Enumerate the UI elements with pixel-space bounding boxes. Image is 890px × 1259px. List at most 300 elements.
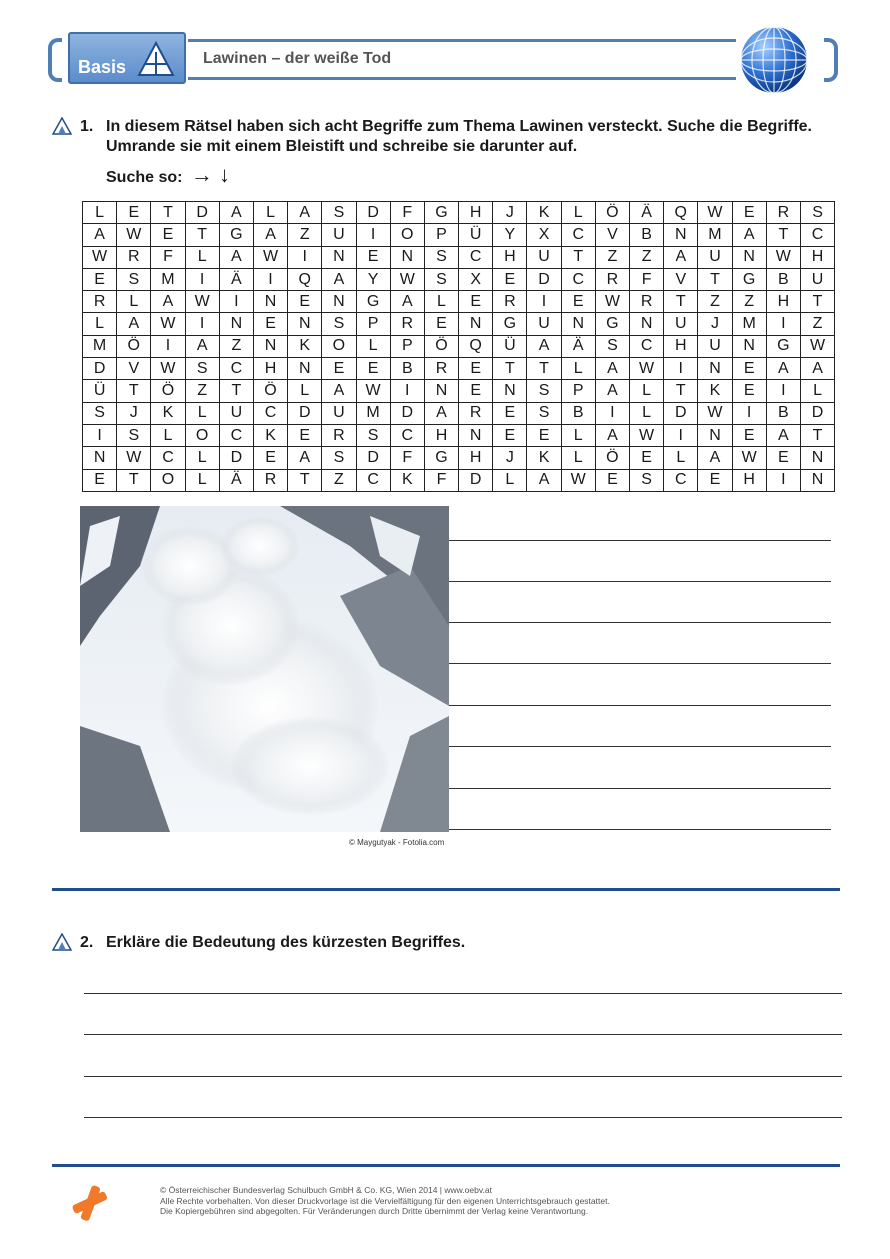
grid-cell[interactable]: Q xyxy=(664,202,698,224)
grid-cell[interactable]: T xyxy=(664,291,698,313)
grid-cell[interactable]: I xyxy=(83,424,117,446)
grid-cell[interactable]: F xyxy=(390,447,424,469)
footer-line: Die Kopiergebühren sind abgegolten. Für Veränderungen durch Dritte übernimmt der Verlag keine Verantwortung. xyxy=(160,1206,589,1216)
grid-cell[interactable]: S xyxy=(356,424,390,446)
grid-cell[interactable]: N xyxy=(322,291,356,313)
grid-cell[interactable]: Z xyxy=(219,335,253,357)
grid-cell[interactable]: Q xyxy=(288,268,322,290)
grid-cell[interactable]: W xyxy=(185,291,219,313)
grid-cell[interactable]: V xyxy=(664,268,698,290)
grid-cell[interactable]: I xyxy=(253,268,287,290)
grid-cell[interactable]: U xyxy=(219,402,253,424)
grid-cell[interactable]: A xyxy=(83,224,117,246)
grid-cell[interactable]: U xyxy=(322,402,356,424)
grid-cell[interactable]: P xyxy=(561,380,595,402)
grid-cell[interactable]: B xyxy=(390,358,424,380)
grid-cell[interactable]: Z xyxy=(732,291,766,313)
grid-cell[interactable]: N xyxy=(390,246,424,268)
grid-cell[interactable]: J xyxy=(117,402,151,424)
answer-line[interactable] xyxy=(84,1034,842,1035)
grid-cell[interactable]: A xyxy=(288,447,322,469)
grid-cell[interactable]: N xyxy=(800,447,834,469)
grid-cell[interactable]: G xyxy=(766,335,800,357)
answer-line[interactable] xyxy=(449,622,831,623)
grid-cell[interactable]: T xyxy=(219,380,253,402)
grid-cell[interactable]: D xyxy=(800,402,834,424)
grid-cell[interactable]: I xyxy=(595,402,629,424)
grid-cell[interactable]: V xyxy=(117,358,151,380)
grid-cell[interactable]: S xyxy=(83,402,117,424)
grid-cell[interactable]: W xyxy=(595,291,629,313)
grid-cell[interactable]: W xyxy=(800,335,834,357)
grid-cell[interactable]: S xyxy=(117,268,151,290)
grid-cell[interactable]: M xyxy=(732,313,766,335)
grid-cell[interactable]: E xyxy=(630,447,664,469)
grid-cell[interactable]: E xyxy=(459,380,493,402)
grid-cell[interactable]: R xyxy=(117,246,151,268)
grid-cell[interactable]: V xyxy=(595,224,629,246)
grid-cell[interactable]: F xyxy=(630,268,664,290)
grid-cell[interactable]: A xyxy=(288,202,322,224)
grid-cell[interactable]: R xyxy=(390,313,424,335)
grid-cell[interactable]: Ä xyxy=(219,469,253,491)
grid-cell[interactable]: W xyxy=(151,358,185,380)
grid-cell[interactable]: O xyxy=(390,224,424,246)
grid-cell[interactable]: S xyxy=(527,380,561,402)
grid-cell[interactable]: D xyxy=(356,202,390,224)
grid-cell[interactable]: D xyxy=(664,402,698,424)
grid-cell[interactable]: N xyxy=(219,313,253,335)
grid-cell[interactable]: S xyxy=(424,268,458,290)
grid-cell[interactable]: Y xyxy=(493,224,527,246)
grid-cell[interactable]: R xyxy=(595,268,629,290)
grid-cell[interactable]: A xyxy=(322,380,356,402)
grid-cell[interactable]: T xyxy=(151,202,185,224)
grid-cell[interactable]: W xyxy=(698,402,732,424)
grid-cell[interactable]: P xyxy=(390,335,424,357)
grid-cell[interactable]: A xyxy=(527,469,561,491)
grid-cell[interactable]: G xyxy=(732,268,766,290)
grid-cell[interactable]: K xyxy=(527,447,561,469)
grid-cell[interactable]: E xyxy=(459,291,493,313)
grid-cell[interactable]: L xyxy=(185,469,219,491)
grid-cell[interactable]: A xyxy=(219,202,253,224)
grid-cell[interactable]: Z xyxy=(322,469,356,491)
grid-cell[interactable]: N xyxy=(800,469,834,491)
grid-cell[interactable]: O xyxy=(185,424,219,446)
grid-cell[interactable]: D xyxy=(527,268,561,290)
grid-cell[interactable]: I xyxy=(356,224,390,246)
grid-cell[interactable]: Z xyxy=(630,246,664,268)
grid-cell[interactable]: R xyxy=(459,402,493,424)
grid-cell[interactable]: A xyxy=(766,424,800,446)
grid-cell[interactable]: U xyxy=(800,268,834,290)
grid-cell[interactable]: L xyxy=(117,291,151,313)
grid-cell[interactable]: R xyxy=(766,202,800,224)
grid-cell[interactable]: T xyxy=(185,224,219,246)
grid-cell[interactable]: P xyxy=(356,313,390,335)
grid-cell[interactable]: T xyxy=(117,469,151,491)
grid-cell[interactable]: I xyxy=(766,469,800,491)
grid-cell[interactable]: G xyxy=(424,202,458,224)
grid-cell[interactable]: U xyxy=(322,224,356,246)
grid-cell[interactable]: Ö xyxy=(151,380,185,402)
grid-cell[interactable]: A xyxy=(595,424,629,446)
grid-cell[interactable]: E xyxy=(253,313,287,335)
grid-cell[interactable]: E xyxy=(83,469,117,491)
answer-line[interactable] xyxy=(449,829,831,830)
grid-cell[interactable]: I xyxy=(288,246,322,268)
grid-cell[interactable]: A xyxy=(151,291,185,313)
grid-cell[interactable]: A xyxy=(732,224,766,246)
grid-cell[interactable]: Z xyxy=(800,313,834,335)
grid-cell[interactable]: Q xyxy=(459,335,493,357)
grid-cell[interactable]: S xyxy=(630,469,664,491)
grid-cell[interactable]: E xyxy=(732,424,766,446)
grid-cell[interactable]: D xyxy=(219,447,253,469)
grid-cell[interactable]: R xyxy=(322,424,356,446)
grid-cell[interactable]: L xyxy=(185,246,219,268)
grid-cell[interactable]: L xyxy=(664,447,698,469)
grid-cell[interactable]: H xyxy=(732,469,766,491)
grid-cell[interactable]: I xyxy=(185,313,219,335)
grid-cell[interactable]: T xyxy=(493,358,527,380)
grid-cell[interactable]: U xyxy=(527,313,561,335)
grid-cell[interactable]: Ö xyxy=(595,447,629,469)
footer-divider xyxy=(52,1164,840,1167)
grid-cell[interactable]: M xyxy=(83,335,117,357)
grid-cell[interactable]: Ö xyxy=(595,202,629,224)
grid-cell[interactable]: B xyxy=(561,402,595,424)
grid-cell[interactable]: W xyxy=(630,358,664,380)
grid-cell[interactable]: I xyxy=(664,358,698,380)
grid-cell[interactable]: L xyxy=(630,380,664,402)
grid-cell[interactable]: M xyxy=(698,224,732,246)
grid-cell[interactable]: L xyxy=(424,291,458,313)
grid-cell[interactable]: G xyxy=(356,291,390,313)
grid-cell[interactable]: G xyxy=(493,313,527,335)
answer-line[interactable] xyxy=(449,788,831,789)
grid-cell[interactable]: Ä xyxy=(219,268,253,290)
grid-cell[interactable]: T xyxy=(664,380,698,402)
answer-line[interactable] xyxy=(449,746,831,747)
grid-cell[interactable]: N xyxy=(288,313,322,335)
answer-line[interactable] xyxy=(84,1117,842,1118)
grid-cell[interactable]: Ä xyxy=(630,202,664,224)
grid-cell[interactable]: I xyxy=(151,335,185,357)
grid-cell[interactable]: S xyxy=(424,246,458,268)
grid-cell[interactable]: N xyxy=(459,313,493,335)
grid-cell[interactable]: E xyxy=(288,291,322,313)
grid-cell[interactable]: L xyxy=(83,313,117,335)
grid-cell[interactable]: F xyxy=(151,246,185,268)
grid-cell[interactable]: D xyxy=(459,469,493,491)
grid-cell[interactable]: S xyxy=(322,447,356,469)
grid-cell[interactable]: S xyxy=(117,424,151,446)
grid-cell[interactable]: J xyxy=(493,447,527,469)
grid-cell[interactable]: N xyxy=(698,424,732,446)
grid-cell[interactable]: U xyxy=(527,246,561,268)
grid-cell[interactable]: C xyxy=(630,335,664,357)
grid-cell[interactable]: E xyxy=(356,246,390,268)
answer-line[interactable] xyxy=(449,540,831,541)
grid-cell[interactable]: N xyxy=(83,447,117,469)
grid-cell[interactable]: Z xyxy=(698,291,732,313)
grid-cell[interactable]: N xyxy=(253,291,287,313)
grid-cell[interactable]: R xyxy=(493,291,527,313)
grid-cell[interactable]: R xyxy=(83,291,117,313)
grid-cell[interactable]: N xyxy=(698,358,732,380)
grid-cell[interactable]: S xyxy=(800,202,834,224)
grid-cell[interactable]: U xyxy=(698,335,732,357)
grid-cell[interactable]: I xyxy=(766,313,800,335)
grid-cell[interactable]: Ö xyxy=(253,380,287,402)
grid-cell[interactable]: L xyxy=(185,447,219,469)
grid-cell[interactable]: N xyxy=(253,335,287,357)
grid-cell[interactable]: T xyxy=(800,291,834,313)
grid-cell[interactable]: L xyxy=(288,380,322,402)
grid-cell[interactable]: W xyxy=(630,424,664,446)
grid-cell[interactable]: D xyxy=(185,202,219,224)
grid-cell[interactable]: N xyxy=(664,224,698,246)
grid-cell[interactable]: C xyxy=(356,469,390,491)
grid-cell[interactable]: E xyxy=(595,469,629,491)
grid-cell[interactable]: L xyxy=(561,358,595,380)
grid-cell[interactable]: Ä xyxy=(561,335,595,357)
grid-cell[interactable]: A xyxy=(185,335,219,357)
grid-cell[interactable]: E xyxy=(732,358,766,380)
grid-cell[interactable]: S xyxy=(595,335,629,357)
grid-cell[interactable]: Y xyxy=(356,268,390,290)
grid-cell[interactable]: A xyxy=(766,358,800,380)
grid-cell[interactable]: A xyxy=(424,402,458,424)
grid-cell[interactable]: T xyxy=(527,358,561,380)
grid-cell[interactable]: S xyxy=(185,358,219,380)
grid-cell[interactable]: L xyxy=(185,402,219,424)
grid-cell[interactable]: A xyxy=(390,291,424,313)
grid-cell[interactable]: W xyxy=(698,202,732,224)
grid-cell[interactable]: T xyxy=(288,469,322,491)
grid-cell[interactable]: C xyxy=(664,469,698,491)
grid-cell[interactable]: A xyxy=(527,335,561,357)
grid-cell[interactable]: W xyxy=(151,313,185,335)
grid-cell[interactable]: L xyxy=(561,447,595,469)
grid-cell[interactable]: T xyxy=(698,268,732,290)
grid-cell[interactable]: N xyxy=(288,358,322,380)
grid-cell[interactable]: W xyxy=(83,246,117,268)
grid-cell[interactable]: D xyxy=(390,402,424,424)
grid-cell[interactable]: K xyxy=(253,424,287,446)
grid-cell[interactable]: D xyxy=(83,358,117,380)
grid-cell[interactable]: S xyxy=(527,402,561,424)
grid-cell[interactable]: A xyxy=(664,246,698,268)
grid-cell[interactable]: Ö xyxy=(117,335,151,357)
grid-cell[interactable]: H xyxy=(766,291,800,313)
grid-cell[interactable]: C xyxy=(561,224,595,246)
grid-cell[interactable]: R xyxy=(424,358,458,380)
grid-cell[interactable]: L xyxy=(493,469,527,491)
grid-cell[interactable]: W xyxy=(117,447,151,469)
grid-cell[interactable]: C xyxy=(151,447,185,469)
grid-cell[interactable]: K xyxy=(698,380,732,402)
grid-cell[interactable]: E xyxy=(561,291,595,313)
grid-cell[interactable]: O xyxy=(322,335,356,357)
grid-cell[interactable]: Ü xyxy=(493,335,527,357)
grid-cell[interactable]: N xyxy=(493,380,527,402)
grid-cell[interactable]: Z xyxy=(595,246,629,268)
grid-cell[interactable]: T xyxy=(561,246,595,268)
answer-line[interactable] xyxy=(449,663,831,664)
grid-cell[interactable]: B xyxy=(766,268,800,290)
grid-cell[interactable]: J xyxy=(698,313,732,335)
grid-cell[interactable]: X xyxy=(459,268,493,290)
grid-cell[interactable]: S xyxy=(322,202,356,224)
grid-cell[interactable]: I xyxy=(766,380,800,402)
grid-cell[interactable]: E xyxy=(151,224,185,246)
grid-cell[interactable]: H xyxy=(253,358,287,380)
grid-cell[interactable]: H xyxy=(424,424,458,446)
grid-cell[interactable]: Ü xyxy=(459,224,493,246)
grid-cell[interactable]: E xyxy=(527,424,561,446)
grid-cell[interactable]: B xyxy=(766,402,800,424)
grid-cell[interactable]: Ü xyxy=(83,380,117,402)
grid-cell[interactable]: A xyxy=(698,447,732,469)
grid-cell[interactable]: D xyxy=(356,447,390,469)
grid-cell[interactable]: F xyxy=(424,469,458,491)
grid-cell[interactable]: C xyxy=(219,358,253,380)
grid-cell[interactable]: K xyxy=(390,469,424,491)
grid-cell[interactable]: W xyxy=(561,469,595,491)
grid-cell[interactable]: E xyxy=(732,380,766,402)
grid-cell[interactable]: Z xyxy=(185,380,219,402)
grid-cell[interactable]: E xyxy=(117,202,151,224)
grid-cell[interactable]: C xyxy=(390,424,424,446)
grid-cell[interactable]: M xyxy=(356,402,390,424)
grid-cell[interactable]: R xyxy=(253,469,287,491)
grid-cell[interactable]: E xyxy=(493,424,527,446)
grid-cell[interactable]: E xyxy=(698,469,732,491)
grid-cell[interactable]: F xyxy=(390,202,424,224)
grid-cell[interactable]: L xyxy=(630,402,664,424)
grid-cell[interactable]: E xyxy=(83,268,117,290)
grid-cell[interactable]: C xyxy=(459,246,493,268)
grid-cell[interactable]: A xyxy=(800,358,834,380)
grid-cell[interactable]: W xyxy=(356,380,390,402)
answer-line[interactable] xyxy=(84,993,842,994)
grid-cell[interactable]: N xyxy=(732,335,766,357)
grid-cell[interactable]: N xyxy=(322,246,356,268)
grid-cell[interactable]: C xyxy=(561,268,595,290)
grid-cell[interactable]: E xyxy=(253,447,287,469)
grid-cell[interactable]: U xyxy=(698,246,732,268)
grid-cell[interactable]: I xyxy=(185,268,219,290)
grid-cell[interactable]: I xyxy=(219,291,253,313)
grid-cell[interactable]: G xyxy=(595,313,629,335)
grid-cell[interactable]: I xyxy=(527,291,561,313)
grid-cell[interactable]: N xyxy=(424,380,458,402)
grid-cell[interactable]: H xyxy=(459,202,493,224)
grid-cell[interactable]: W xyxy=(253,246,287,268)
answer-line[interactable] xyxy=(84,1076,842,1077)
grid-cell[interactable]: X xyxy=(527,224,561,246)
grid-cell[interactable]: A xyxy=(117,313,151,335)
grid-cell[interactable]: B xyxy=(630,224,664,246)
grid-cell[interactable]: A xyxy=(595,380,629,402)
grid-cell[interactable]: T xyxy=(766,224,800,246)
grid-cell[interactable]: E xyxy=(732,202,766,224)
grid-cell[interactable]: E xyxy=(356,358,390,380)
grid-cell[interactable]: L xyxy=(800,380,834,402)
grid-cell[interactable]: D xyxy=(288,402,322,424)
grid-cell[interactable]: E xyxy=(493,268,527,290)
grid-cell[interactable]: G xyxy=(424,447,458,469)
grid-cell[interactable]: I xyxy=(732,402,766,424)
grid-cell[interactable]: L xyxy=(356,335,390,357)
grid-cell[interactable]: C xyxy=(219,424,253,446)
grid-cell[interactable]: L xyxy=(253,202,287,224)
grid-cell[interactable]: K xyxy=(527,202,561,224)
grid-cell[interactable]: N xyxy=(630,313,664,335)
grid-cell[interactable]: K xyxy=(151,402,185,424)
grid-cell[interactable]: N xyxy=(732,246,766,268)
grid-cell[interactable]: T xyxy=(800,424,834,446)
grid-cell[interactable]: W xyxy=(732,447,766,469)
grid-cell[interactable]: W xyxy=(766,246,800,268)
grid-cell[interactable]: H xyxy=(459,447,493,469)
grid-cell[interactable]: E xyxy=(424,313,458,335)
grid-cell[interactable]: I xyxy=(390,380,424,402)
grid-cell[interactable]: A xyxy=(322,268,356,290)
grid-cell[interactable]: W xyxy=(390,268,424,290)
grid-cell[interactable]: Ö xyxy=(424,335,458,357)
grid-cell[interactable]: E xyxy=(766,447,800,469)
grid-cell[interactable]: L xyxy=(151,424,185,446)
grid-cell[interactable]: U xyxy=(664,313,698,335)
grid-cell[interactable]: E xyxy=(322,358,356,380)
grid-cell[interactable]: C xyxy=(800,224,834,246)
grid-cell[interactable]: R xyxy=(630,291,664,313)
grid-cell[interactable]: H xyxy=(800,246,834,268)
grid-cell[interactable]: O xyxy=(151,469,185,491)
grid-cell[interactable]: S xyxy=(322,313,356,335)
answer-line[interactable] xyxy=(449,705,831,706)
grid-cell[interactable]: M xyxy=(151,268,185,290)
grid-cell[interactable]: A xyxy=(595,358,629,380)
grid-cell[interactable]: H xyxy=(493,246,527,268)
grid-cell[interactable]: L xyxy=(83,202,117,224)
answer-line[interactable] xyxy=(449,581,831,582)
grid-cell[interactable]: G xyxy=(219,224,253,246)
grid-cell[interactable]: K xyxy=(288,335,322,357)
grid-cell[interactable]: E xyxy=(288,424,322,446)
grid-cell[interactable]: H xyxy=(664,335,698,357)
grid-cell[interactable]: C xyxy=(253,402,287,424)
grid-cell[interactable]: P xyxy=(424,224,458,246)
grid-cell[interactable]: N xyxy=(459,424,493,446)
grid-cell[interactable]: W xyxy=(117,224,151,246)
grid-cell[interactable]: A xyxy=(219,246,253,268)
grid-cell[interactable]: L xyxy=(561,202,595,224)
grid-cell[interactable]: A xyxy=(253,224,287,246)
grid-cell[interactable]: L xyxy=(561,424,595,446)
grid-cell[interactable]: T xyxy=(117,380,151,402)
grid-cell[interactable]: E xyxy=(493,402,527,424)
grid-cell[interactable]: E xyxy=(459,358,493,380)
grid-cell[interactable]: N xyxy=(561,313,595,335)
grid-cell[interactable]: Z xyxy=(288,224,322,246)
grid-cell[interactable]: I xyxy=(664,424,698,446)
grid-cell[interactable]: J xyxy=(493,202,527,224)
